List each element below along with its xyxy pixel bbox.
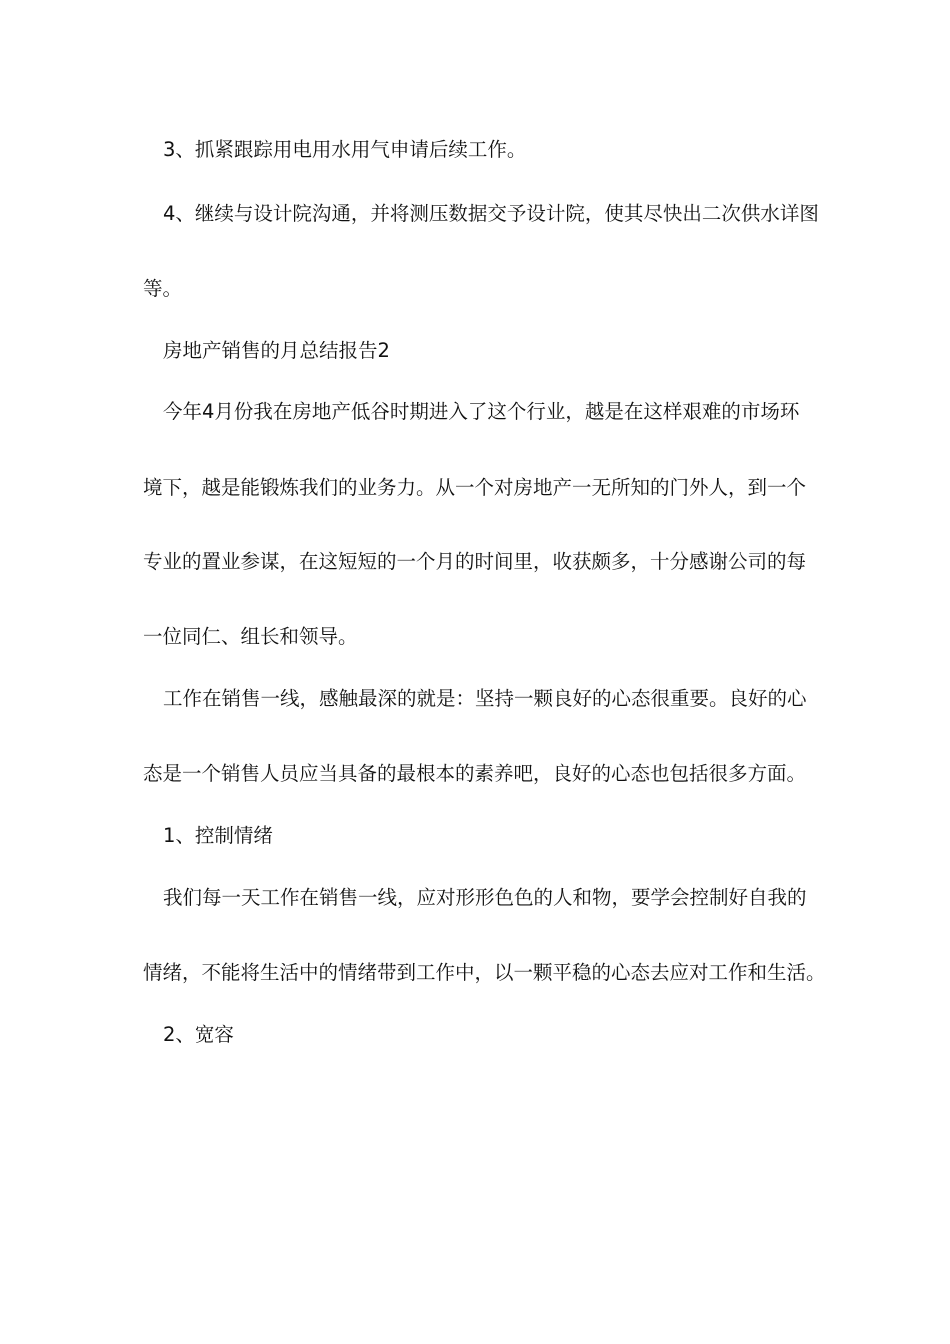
paragraph-line: 我们每一天工作在销售一线，应对形形色色的人和物，要学会控制好自我的 xyxy=(163,886,807,909)
paragraph-line: 专业的置业参谋，在这短短的一个月的时间里，收获颇多，十分感谢公司的每 xyxy=(143,550,807,573)
paragraph-line: 一位同仁、组长和领导。 xyxy=(143,625,358,648)
paragraph-line: 境下，越是能锻炼我们的业务力。从一个对房地产一无所知的门外人，到一个 xyxy=(143,476,807,499)
subheading-tolerance: 2、宽容 xyxy=(163,1023,234,1046)
list-item-follow-up-utilities: 3、抓紧跟踪用电用水用气申请后续工作。 xyxy=(163,138,527,161)
paragraph-line: 态是一个销售人员应当具备的最根本的素养吧，良好的心态也包括很多方面。 xyxy=(143,762,807,785)
section-heading: 房地产销售的月总结报告2 xyxy=(163,339,390,362)
list-item-design-institute-continued: 等。 xyxy=(143,277,183,300)
paragraph-line: 工作在销售一线，感触最深的就是：坚持一颗良好的心态很重要。良好的心 xyxy=(163,687,807,710)
paragraph-line: 情绪，不能将生活中的情绪带到工作中，以一颗平稳的心态去应对工作和生活。 xyxy=(143,961,826,984)
subheading-control-emotions: 1、控制情绪 xyxy=(163,824,273,847)
paragraph-line: 今年4月份我在房地产低谷时期进入了这个行业，越是在这样艰难的市场环 xyxy=(163,400,800,423)
list-item-design-institute: 4、继续与设计院沟通，并将测压数据交予设计院，使其尽快出二次供水详图 xyxy=(163,202,819,225)
